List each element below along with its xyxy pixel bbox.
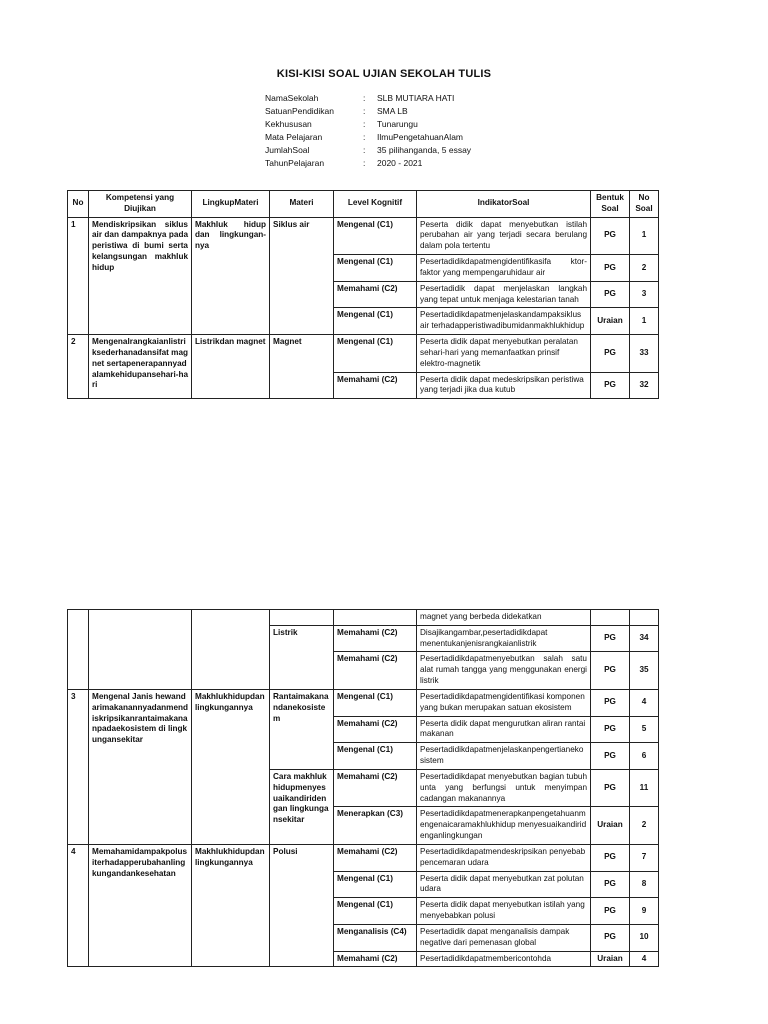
- level-cell: Memahami (C2): [334, 372, 417, 399]
- materi-cell: [270, 610, 334, 626]
- lingkup-materi-cell: [192, 610, 270, 690]
- bentuk-cell: Uraian: [591, 951, 630, 967]
- indikator-cell: Pesertadidikdapatmembericontohda: [417, 951, 591, 967]
- indikator-cell: Pesertadidikdapatmendeskripsikan penyebab pencemaran udara: [417, 844, 591, 871]
- materi-cell: Magnet: [270, 335, 334, 399]
- meta-label: Kekhususan: [265, 119, 312, 129]
- row-number: 2: [68, 335, 89, 399]
- kompetensi-cell: Memahamidampakpolusiterhadapperubahanlingkungandankesehatan: [89, 844, 192, 966]
- indikator-cell: Pesertadidikdapatmenyebutkan salah satu alat rumah tangga yang menggunakan energi listrik: [417, 652, 591, 689]
- indikator-cell: Pesertadidikdapatmenjelaskanpengertianekosistem: [417, 743, 591, 770]
- meta-row: [265, 131, 471, 144]
- kisi-kisi-table-page-1: [67, 190, 659, 399]
- level-cell: Mengenal (C1): [334, 308, 417, 335]
- meta-row: [265, 157, 471, 170]
- header-bentuk-soal: Bentuk Soal: [591, 191, 630, 218]
- bentuk-cell: Uraian: [591, 308, 630, 335]
- indikator-cell: Pesertadidik dapat menganalisis dampak negative dari pemenasan global: [417, 924, 591, 951]
- document-title: KISI-KISI SOAL UJIAN SEKOLAH TULIS: [276, 68, 492, 80]
- bentuk-cell: PG: [591, 372, 630, 399]
- indikator-cell: Peserta didik dapat mengurutkan aliran rantai makanan: [417, 716, 591, 743]
- meta-value: SLB MUTIARA HATI: [377, 93, 455, 103]
- nosoal-cell: 3: [630, 281, 659, 308]
- nosoal-cell: 8: [630, 871, 659, 898]
- header-materi: Materi: [270, 191, 334, 218]
- level-cell: Memahami (C2): [334, 769, 417, 806]
- nosoal-cell: 11: [630, 769, 659, 806]
- table-row: [68, 217, 659, 254]
- row-number: 4: [68, 844, 89, 966]
- row-number: 1: [68, 217, 89, 334]
- level-cell: Memahami (C2): [334, 716, 417, 743]
- meta-row: [265, 118, 471, 131]
- indikator-cell: Pesertadidikdapat menyebutkan bagian tubuh unta yang berfungsi untuk menyimpan cadangan makanannya: [417, 769, 591, 806]
- nosoal-cell: 1: [630, 217, 659, 254]
- level-cell: Mengenal (C1): [334, 217, 417, 254]
- lingkup-materi-cell: Makhluk hidup dan lingkungan-nya: [192, 217, 270, 334]
- meta-value: IlmuPengetahuanAlam: [377, 132, 464, 142]
- indikator-cell: Peserta didik dapat menyebutkan peralatan sehari-hari yang memanfaatkan prinsif elektro-magnetik: [417, 335, 591, 372]
- level-cell: Mengenal (C1): [334, 898, 417, 925]
- level-cell: Mengenal (C1): [334, 255, 417, 282]
- table-header-row: [68, 191, 659, 218]
- meta-label: Mata Pelajaran: [265, 132, 323, 142]
- lingkup-materi-cell: Makhlukhidupdanlingkungannya: [192, 844, 270, 966]
- meta-colon: :: [363, 145, 366, 155]
- nosoal-cell: 4: [630, 689, 659, 716]
- row-number: 3: [68, 689, 89, 844]
- bentuk-cell: PG: [591, 769, 630, 806]
- meta-label: NamaSekolah: [265, 93, 319, 103]
- materi-cell: Polusi: [270, 844, 334, 966]
- meta-value: 2020 - 2021: [377, 158, 423, 168]
- kompetensi-cell: Mengenalrangkaianlistriksederhanadansifat magnet sertapenerapannyadalamkehidupansehari-hari: [89, 335, 192, 399]
- indikator-cell: Peserta didik dapat menyebutkan istilah yang menyebabkan polusi: [417, 898, 591, 925]
- table-row: [68, 610, 659, 626]
- meta-colon: :: [363, 106, 366, 116]
- bentuk-cell: [591, 610, 630, 626]
- meta-row: [265, 92, 471, 105]
- bentuk-cell: PG: [591, 625, 630, 652]
- meta-label: TahunPelajaran: [265, 158, 325, 168]
- indikator-cell: Peserta didik dapat medeskripsikan peristiwa yang terjadi jika dua kutub: [417, 372, 591, 399]
- meta-colon: :: [363, 158, 366, 168]
- header-kompetensi: Kompetensi yang Diujikan: [89, 191, 192, 218]
- bentuk-cell: PG: [591, 281, 630, 308]
- table-row: [68, 689, 659, 716]
- bentuk-cell: PG: [591, 255, 630, 282]
- kompetensi-cell: Mendiskripsikan siklus air dan dampaknya pada peristiwa di bumi serta kelangsungan makhluk hidup: [89, 217, 192, 334]
- indikator-cell: Pesertadidikdapatmenerapkanpengetahuanmengenaicaramakhlukhidup menyesuaikandiridenganlingkungan: [417, 807, 591, 844]
- indikator-cell: magnet yang berbeda didekatkan: [417, 610, 591, 626]
- level-cell: Mengenal (C1): [334, 335, 417, 372]
- bentuk-cell: PG: [591, 898, 630, 925]
- materi-cell: Listrik: [270, 625, 334, 689]
- meta-value: 35 pilihanganda, 5 essay: [377, 145, 472, 155]
- nosoal-cell: 33: [630, 335, 659, 372]
- nosoal-cell: [630, 610, 659, 626]
- bentuk-cell: PG: [591, 871, 630, 898]
- level-cell: Mengenal (C1): [334, 871, 417, 898]
- meta-value: Tunarungu: [377, 119, 418, 129]
- meta-row: [265, 105, 471, 118]
- header-no-soal: No Soal: [630, 191, 659, 218]
- level-cell: Memahami (C2): [334, 625, 417, 652]
- meta-colon: :: [363, 119, 366, 129]
- indikator-cell: Pesertadidikdapatmenjelaskandampaksiklus air terhadapperistiwadibumidanmakhlukhidup: [417, 308, 591, 335]
- meta-label: JumlahSoal: [265, 145, 310, 155]
- kisi-kisi-table-page-2: [67, 609, 659, 967]
- level-cell: Memahami (C2): [334, 652, 417, 689]
- header-level-kognitif: Level Kognitif: [334, 191, 417, 218]
- level-cell: Memahami (C2): [334, 951, 417, 967]
- header-no: No: [68, 191, 89, 218]
- bentuk-cell: PG: [591, 335, 630, 372]
- bentuk-cell: Uraian: [591, 807, 630, 844]
- level-cell: Memahami (C2): [334, 844, 417, 871]
- materi-cell: Rantaimakanandanekosistem: [270, 689, 334, 769]
- nosoal-cell: 32: [630, 372, 659, 399]
- nosoal-cell: 2: [630, 255, 659, 282]
- nosoal-cell: 7: [630, 844, 659, 871]
- meta-label: SatuanPendidikan: [265, 106, 335, 116]
- header-lingkup-materi: LingkupMateri: [192, 191, 270, 218]
- materi-cell: Cara makhlukhidupmenyesuaikandiridengan lingkungansekitar: [270, 769, 334, 844]
- level-cell: Menerapkan (C3): [334, 807, 417, 844]
- nosoal-cell: 5: [630, 716, 659, 743]
- nosoal-cell: 9: [630, 898, 659, 925]
- level-cell: Menganalisis (C4): [334, 924, 417, 951]
- lingkup-materi-cell: Listrikdan magnet: [192, 335, 270, 399]
- bentuk-cell: PG: [591, 924, 630, 951]
- bentuk-cell: PG: [591, 716, 630, 743]
- level-cell: Memahami (C2): [334, 281, 417, 308]
- indikator-cell: Peserta didik dapat menyebutkan istilah perubahan air yang terjadi secara berulang dalam pola tertentu: [417, 217, 591, 254]
- level-cell: Mengenal (C1): [334, 689, 417, 716]
- level-cell: [334, 610, 417, 626]
- bentuk-cell: PG: [591, 689, 630, 716]
- meta-value: SMA LB: [377, 106, 408, 116]
- indikator-cell: Pesertadidikdapatmengidentifikasifa ktor-faktor yang mempengaruhidaur air: [417, 255, 591, 282]
- indikator-cell: Peserta didik dapat menyebutkan zat polutan udara: [417, 871, 591, 898]
- indikator-cell: Disajikangambar,pesertadidikdapat menentukanjenisrangkaianlistrik: [417, 625, 591, 652]
- nosoal-cell: 35: [630, 652, 659, 689]
- row-number: [68, 610, 89, 690]
- nosoal-cell: 2: [630, 807, 659, 844]
- indikator-cell: Pesertadidik dapat menjelaskan langkah yang tepat untuk menjaga kelestarian tanah: [417, 281, 591, 308]
- nosoal-cell: 1: [630, 308, 659, 335]
- header-indikator-soal: IndikatorSoal: [417, 191, 591, 218]
- school-info: [265, 92, 471, 170]
- table-row: [68, 844, 659, 871]
- indikator-cell: Pesertadidikdapatmengidentifikasi komponen yang bukan merupakan satuan ekosistem: [417, 689, 591, 716]
- kompetensi-cell: [89, 610, 192, 690]
- materi-cell: Siklus air: [270, 217, 334, 334]
- table-row: [68, 335, 659, 372]
- nosoal-cell: 4: [630, 951, 659, 967]
- lingkup-materi-cell: Makhlukhidupdanlingkungannya: [192, 689, 270, 844]
- bentuk-cell: PG: [591, 743, 630, 770]
- nosoal-cell: 6: [630, 743, 659, 770]
- meta-row: [265, 144, 471, 157]
- bentuk-cell: PG: [591, 217, 630, 254]
- bentuk-cell: PG: [591, 844, 630, 871]
- meta-colon: :: [363, 132, 366, 142]
- kompetensi-cell: Mengenal Janis hewandarimakanannyadanmendiskripsikanrantaimakananpadaekosistem di lingkungansekitar: [89, 689, 192, 844]
- nosoal-cell: 34: [630, 625, 659, 652]
- bentuk-cell: PG: [591, 652, 630, 689]
- level-cell: Mengenal (C1): [334, 743, 417, 770]
- nosoal-cell: 10: [630, 924, 659, 951]
- meta-colon: :: [363, 93, 366, 103]
